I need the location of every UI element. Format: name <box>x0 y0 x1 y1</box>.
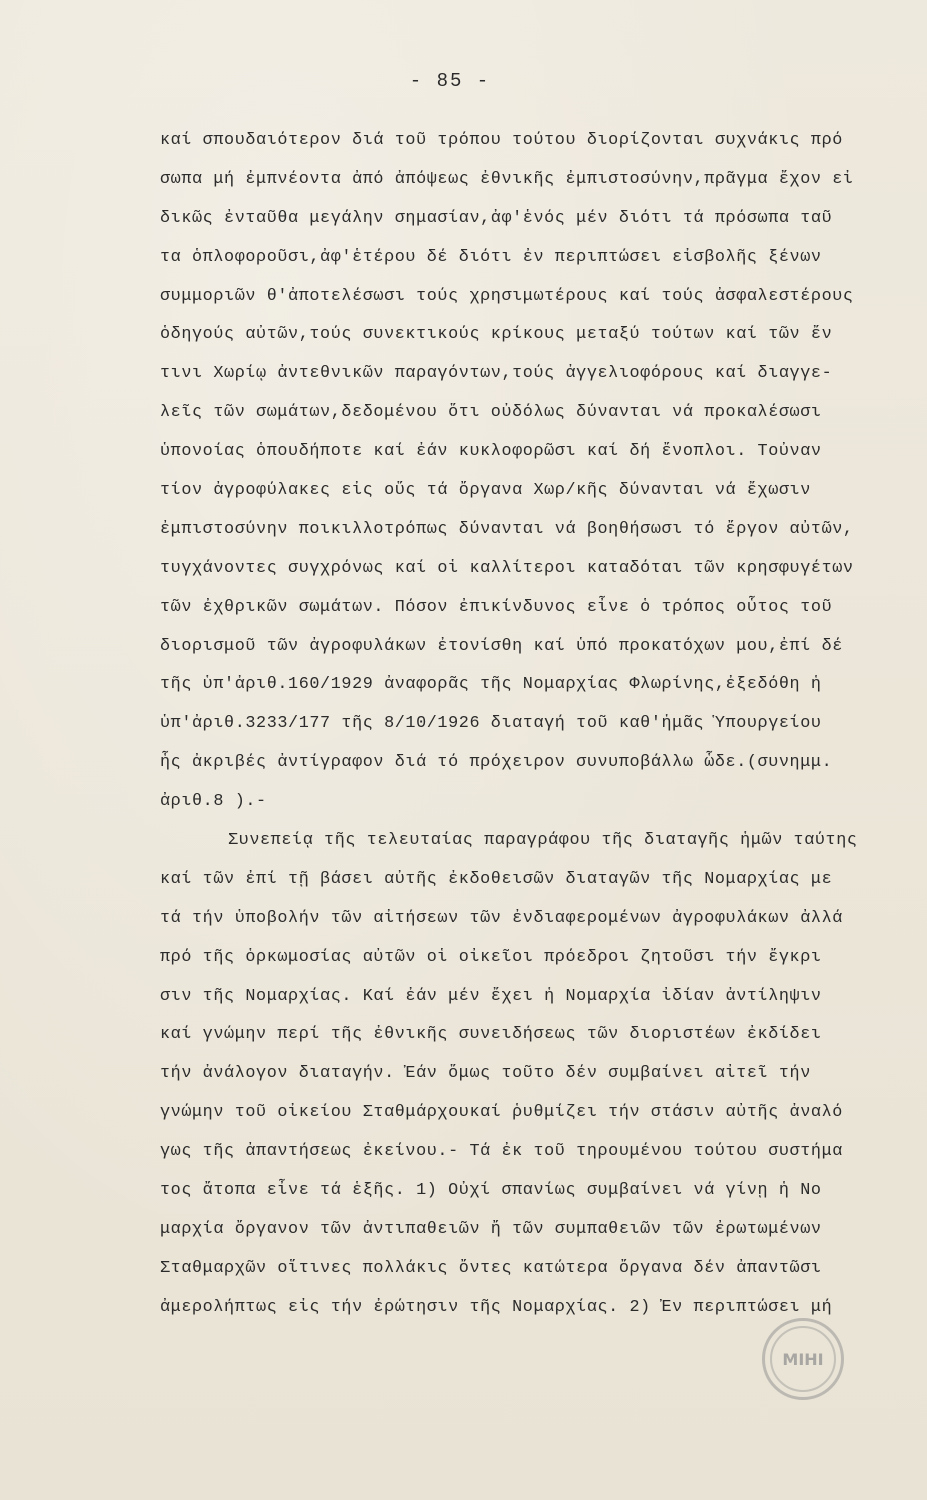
text-line: διορισμοῦ τῶν ἀγροφυλάκων ἐτονίσθη καί ὑπό προκατόχων μου,ἐπί δέ <box>160 636 843 656</box>
text-line: τήν ἀνάλογον διαταγήν. Ἐάν ὅμως τοῦτο δέν συμβαίνει αἰτεῖ τήν <box>160 1064 811 1084</box>
text-line: ὁδηγούς αὐτῶν,τούς συνεκτικούς κρίκους μεταξύ τούτων καί τῶν ἔν <box>160 325 833 345</box>
text-line: γνώμην τοῦ οἰκείου Σταθμάρχουκαί ῥυθμίζει τήν στάσιν αὐτῆς ἀναλό <box>160 1103 843 1123</box>
paragraph-start-line: Συνεπείᾳ τῆς τελευταίας παραγράφου τῆς διαταγῆς ἡμῶν ταύτης <box>228 831 858 851</box>
text-line: ἀμερολήπτως εἰς τήν ἐρώτησιν τῆς Νομαρχίας. 2) Ἐν περιπτώσει μή <box>160 1297 833 1317</box>
text-line: τά τήν ὑποβολήν τῶν αἰτήσεων τῶν ἐνδιαφερομένων ἀγροφυλάκων ἀλλά <box>160 908 843 928</box>
text-line: πρό τῆς ὁρκωμοσίας αὐτῶν οἱ οἰκεῖοι πρόεδροι ζητοῦσι τήν ἔγκρι <box>160 947 822 967</box>
text-line: ἧς ἀκριβές ἀντίγραφον διά τό πρόχειρον συνυποβάλλω ὧδε.(συνημμ. <box>160 753 833 773</box>
stamp-label: ΜΙΗΙ <box>770 1326 836 1392</box>
text-line: καί τῶν ἐπί τῇ βάσει αὐτῆς ἐκδοθεισῶν διαταγῶν τῆς Νομαρχίας με <box>160 869 833 889</box>
text-line: σωπα μή ἐμπνέοντα ἀπό ἀπόψεως ἐθνικῆς ἐμπιστοσύνην,πρᾶγμα ἔχον εἰ <box>160 169 854 189</box>
text-line: σιν τῆς Νομαρχίας. Καί ἐάν μέν ἔχει ἡ Νομαρχία ἰδίαν ἀντίληψιν <box>160 986 822 1006</box>
text-line: τα ὁπλοφοροῦσι,ἀφ'ἑτέρου δέ διότι ἐν περιπτώσει εἰσβολῆς ξένων <box>160 247 822 267</box>
text-line: ὑπ'ἀριθ.3233/177 τῆς 8/10/1926 διαταγή τοῦ καθ'ἡμᾶς Ὑπουργείου <box>160 714 822 734</box>
text-line: τῶν ἐχθρικῶν σωμάτων. Πόσον ἐπικίνδυνος εἶνε ὁ τρόπος οὗτος τοῦ <box>160 597 833 617</box>
text-line: τυγχάνοντες συγχρόνως καί οἱ καλλίτεροι καταδόται τῶν κρησφυγέτων <box>160 558 854 578</box>
archive-stamp-icon <box>762 1318 844 1400</box>
text-line: ἐμπιστοσύνην ποικιλλοτρόπως δύνανται νά βοηθήσωσι τό ἔργον αὐτῶν, <box>160 519 854 539</box>
text-line: δικῶς ἐνταῦθα μεγάλην σημασίαν,ἀφ'ἑνός μέν διότι τά πρόσωπα ταῦ <box>160 208 833 228</box>
text-line: γως τῆς ἀπαντήσεως ἐκείνου.- Τά ἐκ τοῦ τηρουμένου τούτου συστήμα <box>160 1142 843 1162</box>
text-line: ἀριθ.8 ).- <box>160 792 267 812</box>
text-line: συμμοριῶν θ'ἀποτελέσωσι τούς χρησιμωτέρους καί τούς ἀσφαλεστέρους <box>160 286 854 306</box>
text-line: τος ἄτοπα εἶνε τά ἑξῆς. 1) Οὐχί σπανίως συμβαίνει νά γίνῃ ἡ Νο <box>160 1181 822 1201</box>
text-line: λεῖς τῶν σωμάτων,δεδομένου ὅτι οὐδόλως δύνανται νά προκαλέσωσι <box>160 403 822 423</box>
text-line: Σταθμαρχῶν οἵτινες πολλάκις ὄντες κατώτερα ὄργανα δέν ἀπαντῶσι <box>160 1258 822 1278</box>
text-line: τινι Χωρίῳ ἀντεθνικῶν παραγόντων,τούς ἀγγελιοφόρους καί διαγγε- <box>160 364 833 384</box>
text-line: τῆς ὑπ'ἀριθ.160/1929 ἀναφορᾶς τῆς Νομαρχίας Φλωρίνης,ἐξεδόθη ἡ <box>160 675 822 695</box>
body-text <box>160 122 912 1328</box>
text-line: ὑπονοίας ὁπουδήποτε καί ἐάν κυκλοφορῶσι καί δή ἔνοπλοι. Τοὐναν <box>160 442 822 462</box>
text-line: τίον ἀγροφύλακες εἰς οὕς τά ὄργανα Χωρ/κῆς δύνανται νά ἔχωσιν <box>160 481 811 501</box>
text-line: μαρχία ὄργανον τῶν ἀντιπαθειῶν ἤ τῶν συμπαθειῶν τῶν ἐρωτωμένων <box>160 1219 822 1239</box>
text-line: καί γνώμην περί τῆς ἐθνικῆς συνειδήσεως τῶν διοριστέων ἐκδίδει <box>160 1025 822 1045</box>
page-number: - 85 - <box>409 70 491 92</box>
text-line: καί σπουδαιότερον διά τοῦ τρόπου τούτου διορίζονται συχνάκις πρό <box>160 131 843 150</box>
